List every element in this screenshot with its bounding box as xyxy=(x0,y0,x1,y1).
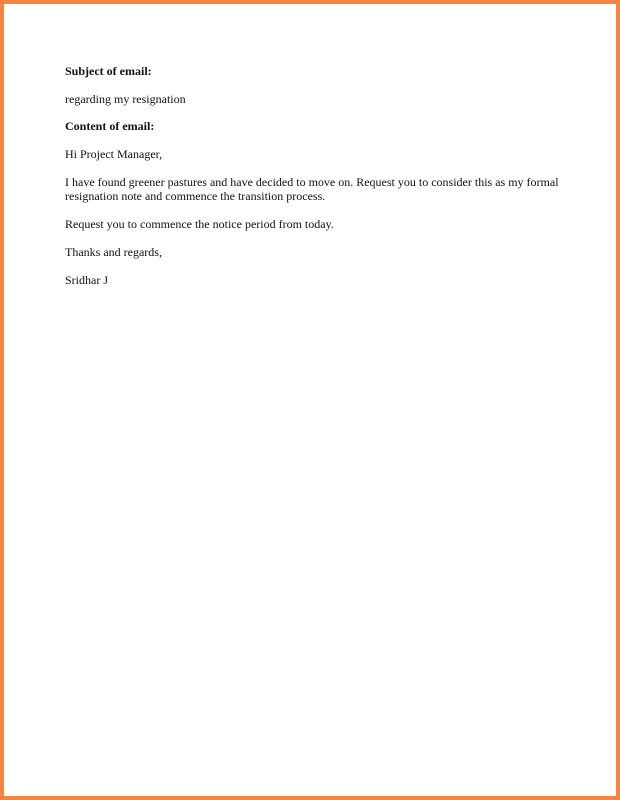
subject-heading: Subject of email: xyxy=(65,64,152,78)
greeting: Hi Project Manager, xyxy=(65,147,163,161)
paragraph-1-line-2: resignation note and commence the transition process. xyxy=(65,189,326,203)
subject-value: regarding my resignation xyxy=(65,92,186,106)
paragraph-1-line-1: I have found greener pastures and have decided to move on. Request you to consider this as my formal xyxy=(65,175,559,189)
content-heading: Content of email: xyxy=(65,119,155,133)
signature: Sridhar J xyxy=(65,273,108,287)
paragraph-1 xyxy=(65,175,565,203)
document-body xyxy=(62,64,562,301)
closing: Thanks and regards, xyxy=(65,245,162,259)
paragraph-2: Request you to commence the notice period from today. xyxy=(65,217,334,231)
